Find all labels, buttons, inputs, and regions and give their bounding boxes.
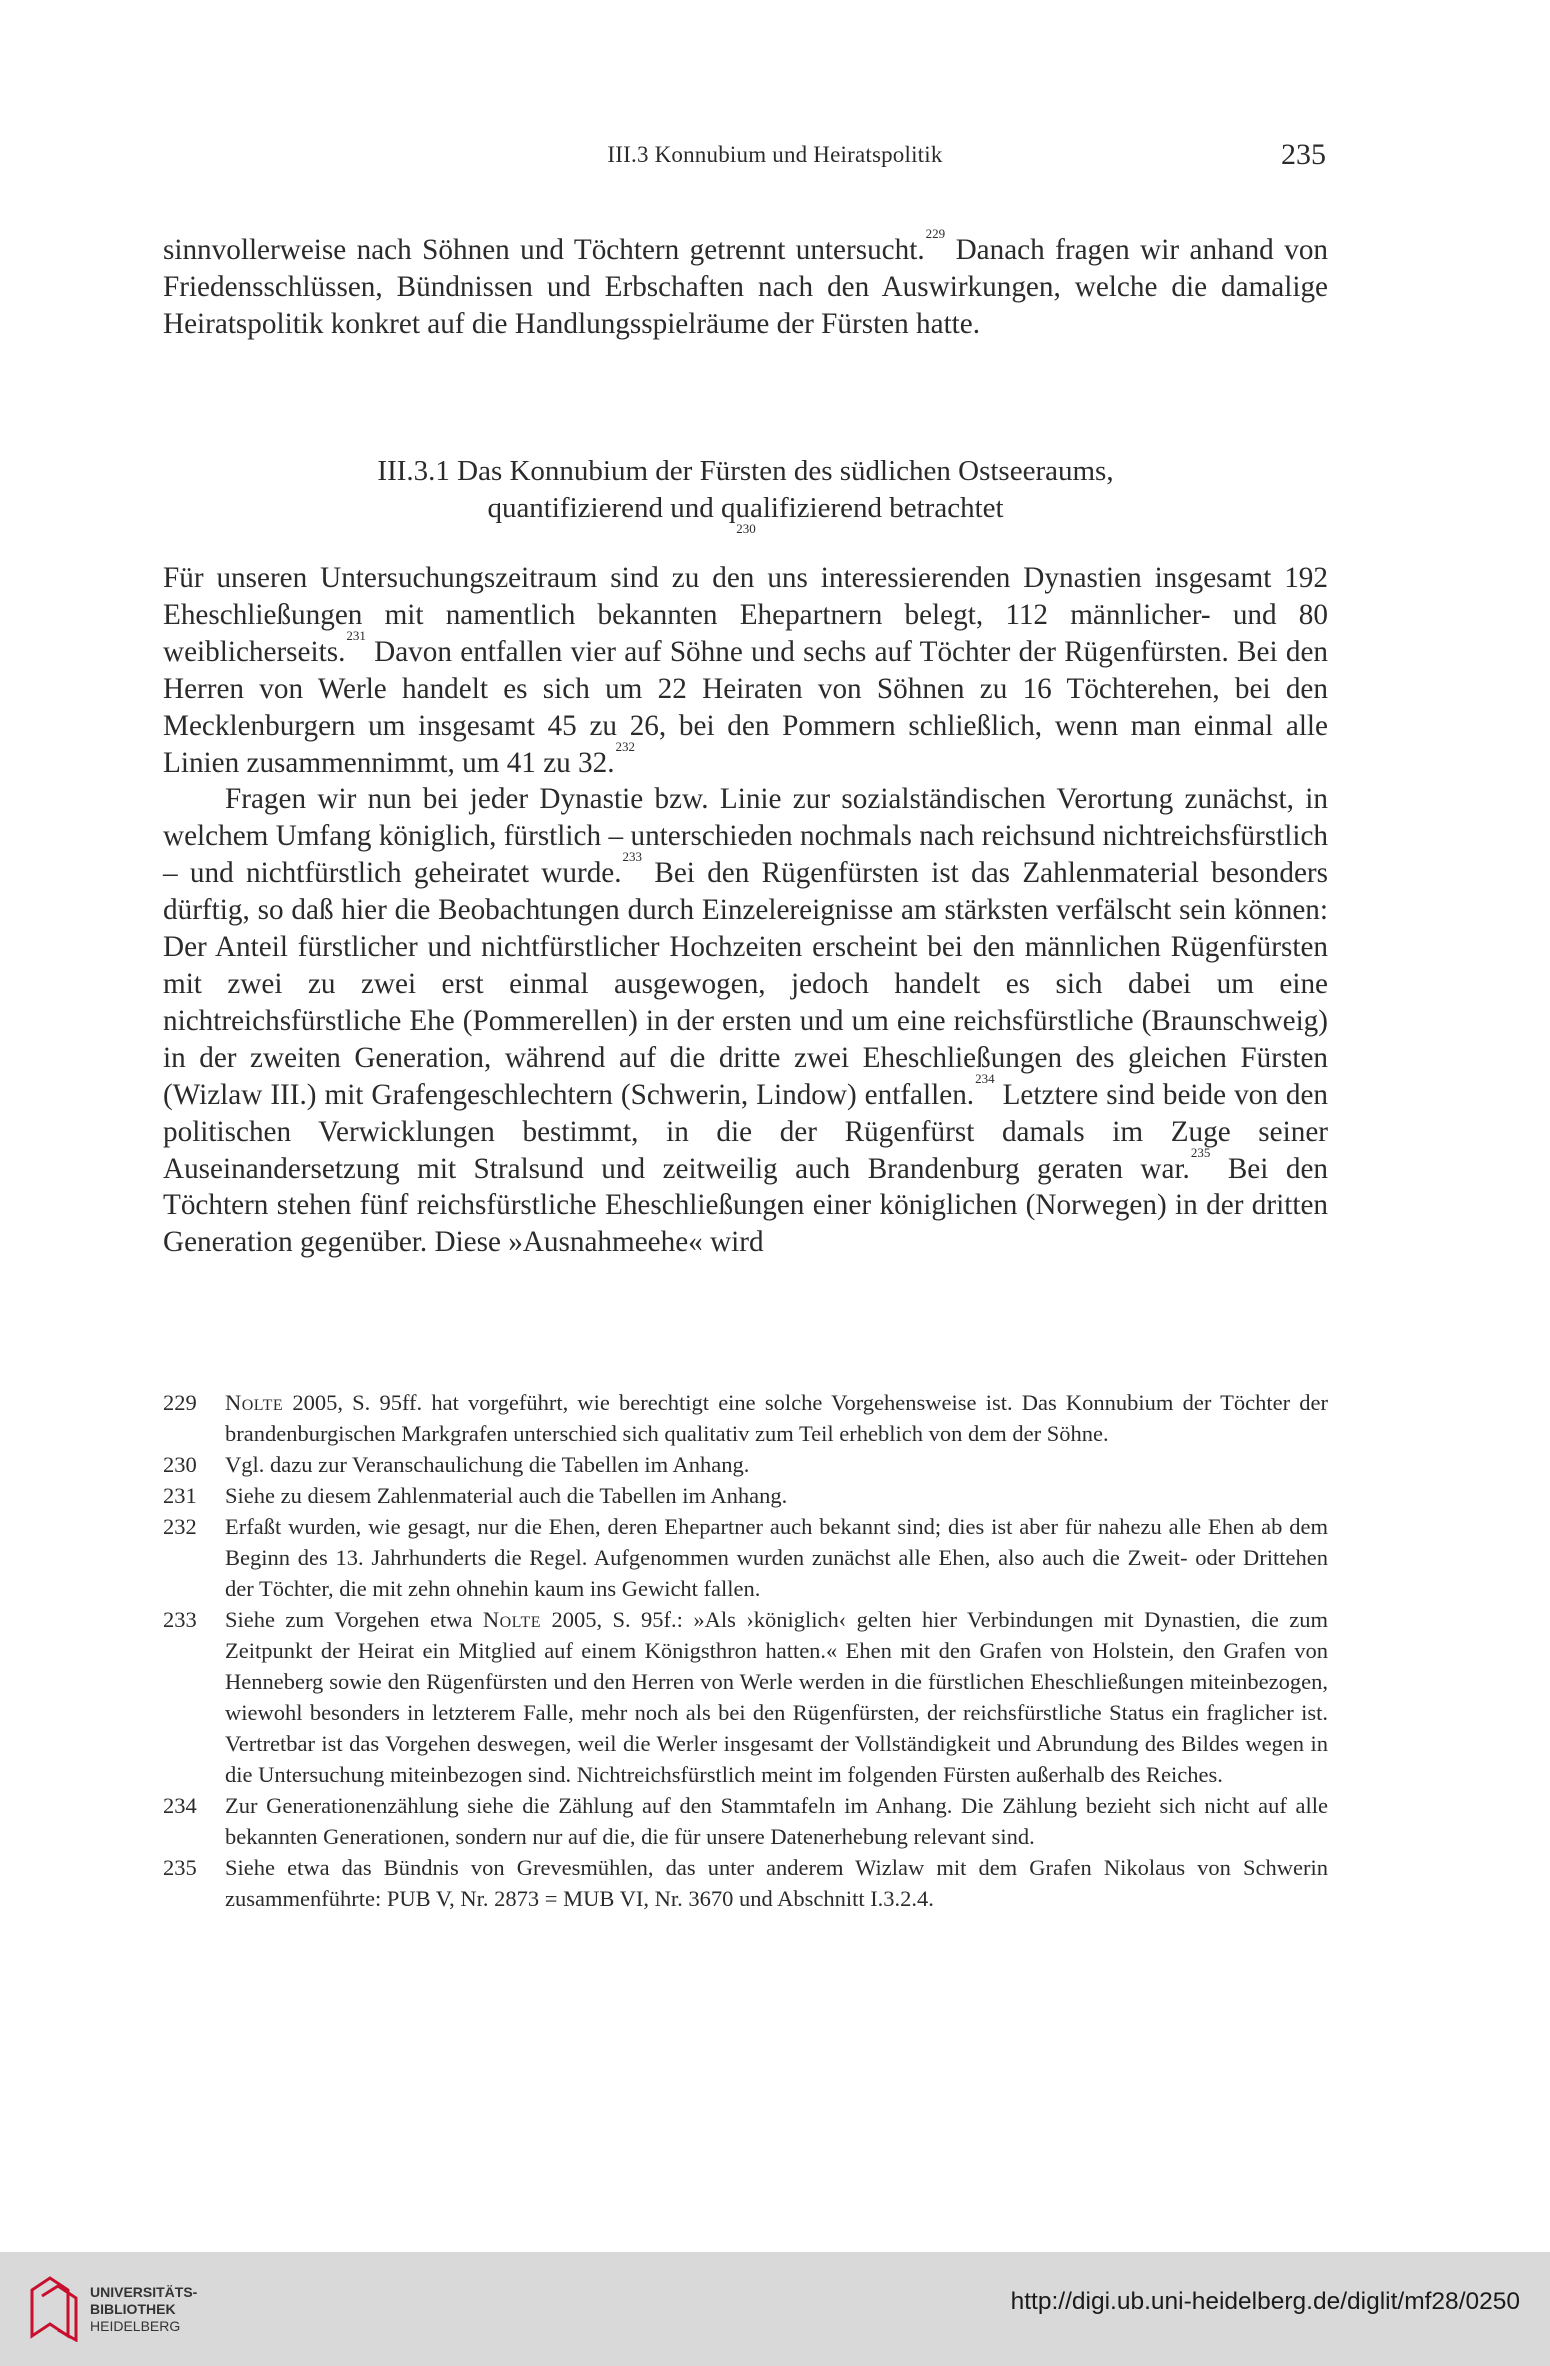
intro-paragraph	[163, 226, 1329, 343]
source-url[interactable]: http://digi.ub.uni-heidelberg.de/diglit/mf28/0250	[1010, 2288, 1520, 2315]
footnote-number: 230	[163, 1452, 197, 1477]
footnote-text: 2005, S. 95ff. hat vorgeführt, wie berechtigt eine solche Vorgehensweise ist. Das Konnubium der Töchter der brandenburgischen Markgrafen unterschied sich qualitativ zum Teil erheblich von dem der Söhne.	[225, 1390, 1328, 1446]
footnotes	[163, 1387, 1328, 1914]
footnote-ref-232[interactable]: 232	[615, 738, 636, 754]
footnote-text: Siehe zu diesem Zahlenmaterial auch die Tabellen im Anhang.	[225, 1483, 788, 1508]
logo-line-1: UNIVERSITÄTS-	[90, 2284, 198, 2300]
footnote-231	[163, 1480, 1328, 1511]
text-run: Für unseren Untersuchungszeitraum sind zu den uns interessierenden Dynastien insgesamt 192 Eheschließungen mit namentlich bekannten Ehepartnern belegt, 112 männlicher- und 80 weiblicherseits.	[163, 562, 1328, 668]
footer-bar	[0, 2252, 1550, 2366]
footnote-number: 232	[163, 1514, 197, 1539]
footnote-number: 231	[163, 1483, 197, 1508]
heading-line-2	[163, 490, 1328, 564]
text-run: Danach fragen wir anhand von Friedensschlüssen, Bündnissen und Erbschaften nach den Auswirkungen, welche die damalige Heiratspolitik konkret auf die Handlungsspielräume der Fürsten hatte.	[163, 234, 1329, 340]
footnote-ref-230[interactable]: 230	[736, 521, 756, 536]
footnote-234	[163, 1790, 1328, 1852]
main-text	[163, 560, 1328, 1261]
author-name: Nolte	[482, 1607, 542, 1632]
footnote-ref-235[interactable]: 235	[1190, 1144, 1211, 1160]
footnote-232	[163, 1511, 1328, 1604]
footnote-text: 2005, S. 95f.: »Als ›königlich‹ gelten hier Verbindungen mit Dynastien, die zum Zeitpunkt der Heirat ein Mitglied auf einem Königsthron hatten.« Ehen mit den Grafen von Holstein, den Grafen von Henneberg sowie den Rügenfürsten und den Herren von Werle werden in die fürstlichen Eheschließungen miteinbezogen, wiewohl besonders in letzterem Falle, mehr noch als bei den Rügenfürsten, der reichsfürstliche Status ein fraglicher ist. Vertretbar ist das Vorgehen deswegen, weil die Werler insgesamt der Vollständigkeit und Abrundung des Bildes wegen in die Untersuchung miteinbezogen sind. Nichtreichsfürstlich meint im folgenden Fürsten außerhalb des Reiches.	[225, 1607, 1328, 1787]
footnote-ref-234[interactable]: 234	[975, 1070, 995, 1086]
paragraph	[163, 781, 1328, 1261]
library-logo-icon	[28, 2270, 82, 2342]
footnote-230	[163, 1449, 1328, 1480]
footnote-number: 234	[163, 1793, 197, 1818]
page-number: 235	[1281, 138, 1326, 171]
footnote-number: 233	[163, 1607, 197, 1632]
footnote-text: Siehe etwa das Bündnis von Grevesmühlen, das unter anderem Wizlaw mit dem Grafen Nikolaus von Schwerin zusammenführte: PUB V, Nr. 2873 = MUB VI, Nr. 3670 und Abschnitt I.3.2.4.	[225, 1855, 1328, 1911]
logo-line-2: BIBLIOTHEK	[90, 2301, 176, 2317]
footnote-ref-229[interactable]: 229	[925, 226, 946, 241]
text-run: Letztere sind beide von den politischen Verwicklungen bestimmt, in die der Rügenfürst damals im Zuge seiner Auseinandersetzung mit Stralsund und zeitweilig auch Brandenburg geraten war.	[163, 1078, 1329, 1185]
paragraph	[163, 560, 1328, 781]
text-run: Bei den Rügenfürsten ist das Zahlenmaterial besonders dürftig, so daß hier die Beobachtungen durch Einzelereignisse am stärksten verfälscht sein können: Der Anteil fürstlicher und nichtfürstlicher Hochzeiten erscheint bei den männlichen Rügenfürsten mit zwei zu zwei erst einmal ausgewogen, jedoch handelt es sich dabei um eine nichtreichsfürstliche Ehe (Pommerellen) in der ersten und um eine reichsfürstliche (Braunschweig) in der zweiten Generation, während auf die dritte zwei Eheschließungen des gleichen Fürsten (Wizlaw III.) mit Grafengeschlechtern (Schwerin, Lindow) entfallen.	[163, 857, 1328, 1111]
running-header	[0, 138, 1550, 174]
footnote-235	[163, 1852, 1328, 1914]
footnote-prefix: Siehe zum Vorgehen etwa	[225, 1607, 483, 1632]
footnote-text: Zur Generationenzählung siehe die Zählung auf den Stammtafeln im Anhang. Die Zählung bezieht sich nicht auf alle bekannten Generationen, sondern nur auf die, die für unsere Datenerhebung relevant sind.	[225, 1793, 1328, 1849]
heading-line-1: III.3.1 Das Konnubium der Fürsten des südlichen Ostseeraums,	[377, 455, 1114, 487]
heading-line-2-text: quantifizierend und qualifizierend betrachtet	[487, 492, 1004, 524]
library-logo[interactable]	[28, 2270, 208, 2348]
text-run: Bei den Töchtern stehen fünf reichsfürstliche Eheschließungen einer königlichen (Norwegen) in der dritten Generation gegenüber. Diese »Ausnahmeehe« wird	[163, 1152, 1328, 1259]
footnote-number: 235	[163, 1855, 197, 1880]
footnote-text: Vgl. dazu zur Veranschaulichung die Tabellen im Anhang.	[225, 1452, 750, 1477]
text-run: sinnvollerweise nach Söhnen und Töchtern getrennt untersucht.	[163, 234, 925, 266]
running-title: III.3 Konnubium und Heiratspolitik	[607, 142, 943, 167]
footnote-ref-233[interactable]: 233	[622, 849, 643, 865]
footnote-233	[163, 1604, 1328, 1790]
section-heading	[163, 453, 1328, 564]
logo-text	[90, 2284, 197, 2335]
footnote-229	[163, 1387, 1328, 1449]
text-run: Davon entfallen vier auf Söhne und sechs auf Töchter der Rügenfürsten. Bei den Herren von Werle handelt es sich um 22 Heiraten von Söhnen zu 16 Töchterehen, bei den Mecklenburgern um insgesamt 45 zu 26, bei den Pommern schließlich, wenn man einmal alle Linien zusammennimmt, um 41 zu 32.	[163, 635, 1328, 779]
logo-line-3: HEIDELBERG	[90, 2318, 181, 2334]
text-run: Fragen wir nun bei jeder Dynastie bzw. Linie zur sozialständischen Verortung zunächst, in welchem Umfang königlich, fürstlich – unterschieden nochmals nach reichsund nichtreichsfürstlich – und nichtfürstlich geheiratet wurde.	[163, 783, 1328, 890]
footnote-ref-231[interactable]: 231	[346, 627, 366, 643]
author-name: Nolte	[225, 1390, 284, 1415]
footnote-number: 229	[163, 1390, 197, 1415]
footnote-text: Erfaßt wurden, wie gesagt, nur die Ehen, deren Ehepartner auch bekannt sind; dies ist aber für nahezu alle Ehen ab dem Beginn des 13. Jahrhunderts die Regel. Aufgenommen wurden zunächst alle Ehen, also auch die Zweit- oder Drittehen der Töchter, die mit zehn ohnehin kaum ins Gewicht fallen.	[225, 1514, 1328, 1601]
